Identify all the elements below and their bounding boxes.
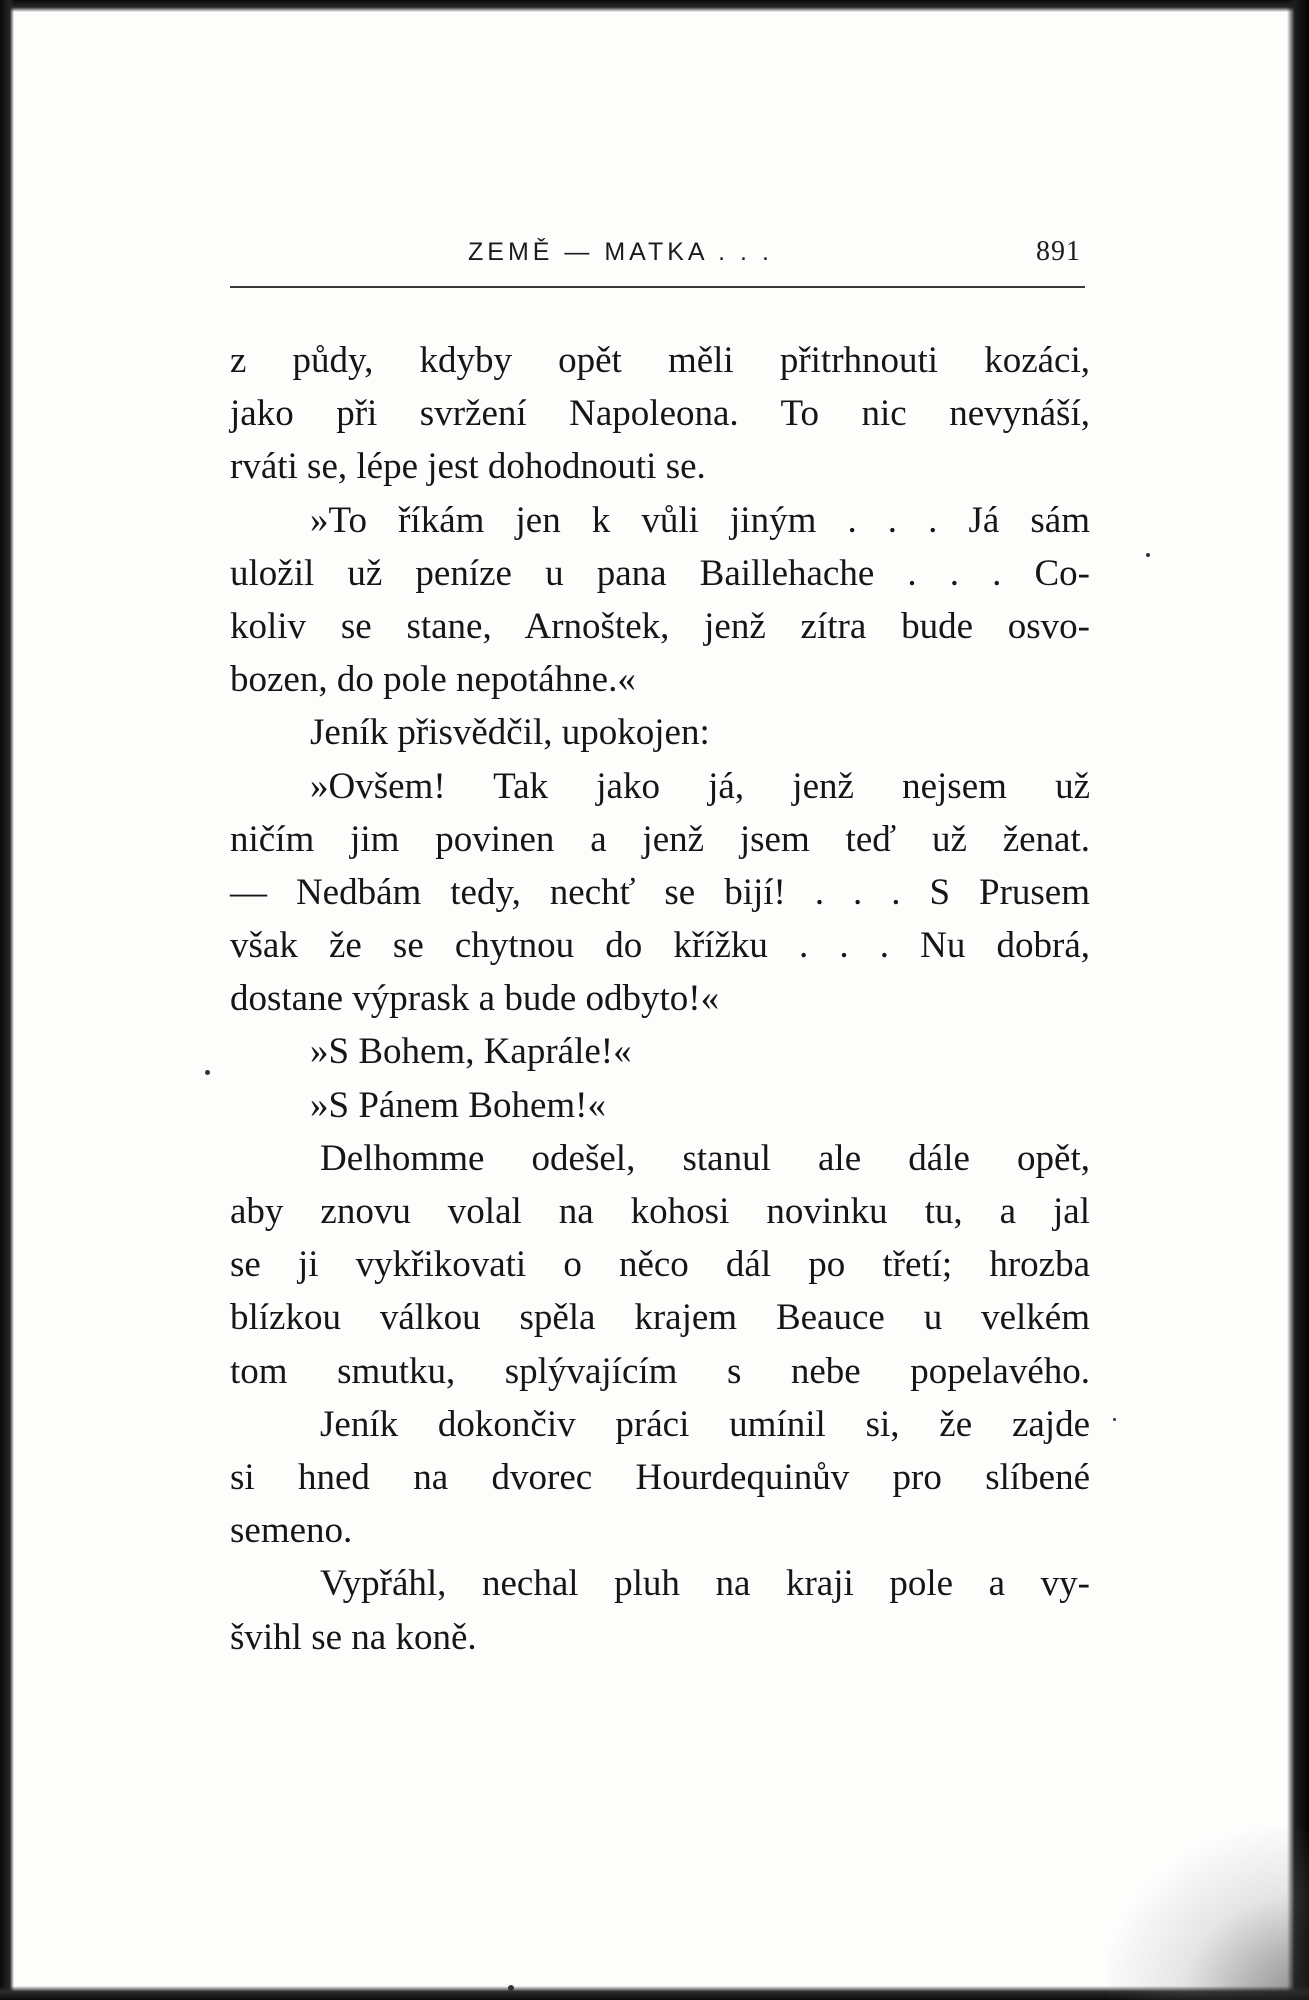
text-line: »To říkám jen k vůli jiným . . . Já sám [310,499,1090,541]
text-line: blízkou válkou spěla krajem Beauce u velkém [230,1297,1090,1339]
scan-corner-shadow [1109,1830,1309,2000]
text-line: však že se chytnou do křížku . . . Nu dobrá, [230,925,1090,967]
text-line: ničím jim povinen a jenž jsem teď už ženat. [230,818,1090,860]
text-line: rváti se, lépe jest dohodnouti se. [230,446,706,488]
text-line: semeno. [230,1510,353,1552]
text-line: Delhomme odešel, stanul ale dále opět, [320,1137,1090,1179]
text-line: — Nedbám tedy, nechť se bijí! . . . S Prusem [230,871,1090,913]
text-line: koliv se stane, Arnoštek, jenž zítra bude osvo- [230,605,1090,647]
text-line: »Ovšem! Tak jako já, jenž nejsem už [310,765,1090,807]
scan-edge-top [0,0,1309,12]
text-line: »S Pánem Bohem!« [310,1084,606,1126]
scan-edge-right [1287,0,1309,2000]
page-number: 891 [1036,236,1081,267]
running-title: ZEMĚ — MATKA . . . [468,238,773,266]
text-line: se ji vykřikovati o něco dál po třetí; hrozba [230,1244,1090,1286]
scan-speck [1146,553,1150,557]
text-line: dostane výprask a bude odbyto!« [230,978,720,1020]
scan-speck [205,1070,210,1075]
header-rule [230,286,1085,288]
text-line: si hned na dvorec Hourdequinův pro slíbené [230,1456,1090,1498]
scan-edge-left [0,0,14,2000]
text-line: švihl se na koně. [230,1616,477,1658]
scan-speck [1113,1418,1116,1421]
text-line: uložil už peníze u pana Baillehache . . . Co- [230,552,1090,594]
text-line: tom smutku, splývajícím s nebe popelavého. [230,1350,1090,1392]
text-line: Jeník dokončiv práci umínil si, že zajde [320,1403,1090,1445]
text-line: jako při svržení Napoleona. To nic nevynáší, [230,393,1090,435]
text-line: Jeník přisvědčil, upokojen: [310,712,710,754]
scan-speck [508,1985,514,1991]
text-line: »S Bohem, Kaprále!« [310,1031,632,1073]
text-line: bozen, do pole nepotáhne.« [230,659,636,701]
text-line: aby znovu volal na kohosi novinku tu, a jal [230,1191,1090,1232]
body-text [230,334,1090,1664]
text-line: z půdy, kdyby opět měli přitrhnouti kozáci, [230,340,1090,381]
text-line: Vypřáhl, nechal pluh na kraji pole a vy- [320,1563,1090,1605]
running-head [230,232,1085,284]
